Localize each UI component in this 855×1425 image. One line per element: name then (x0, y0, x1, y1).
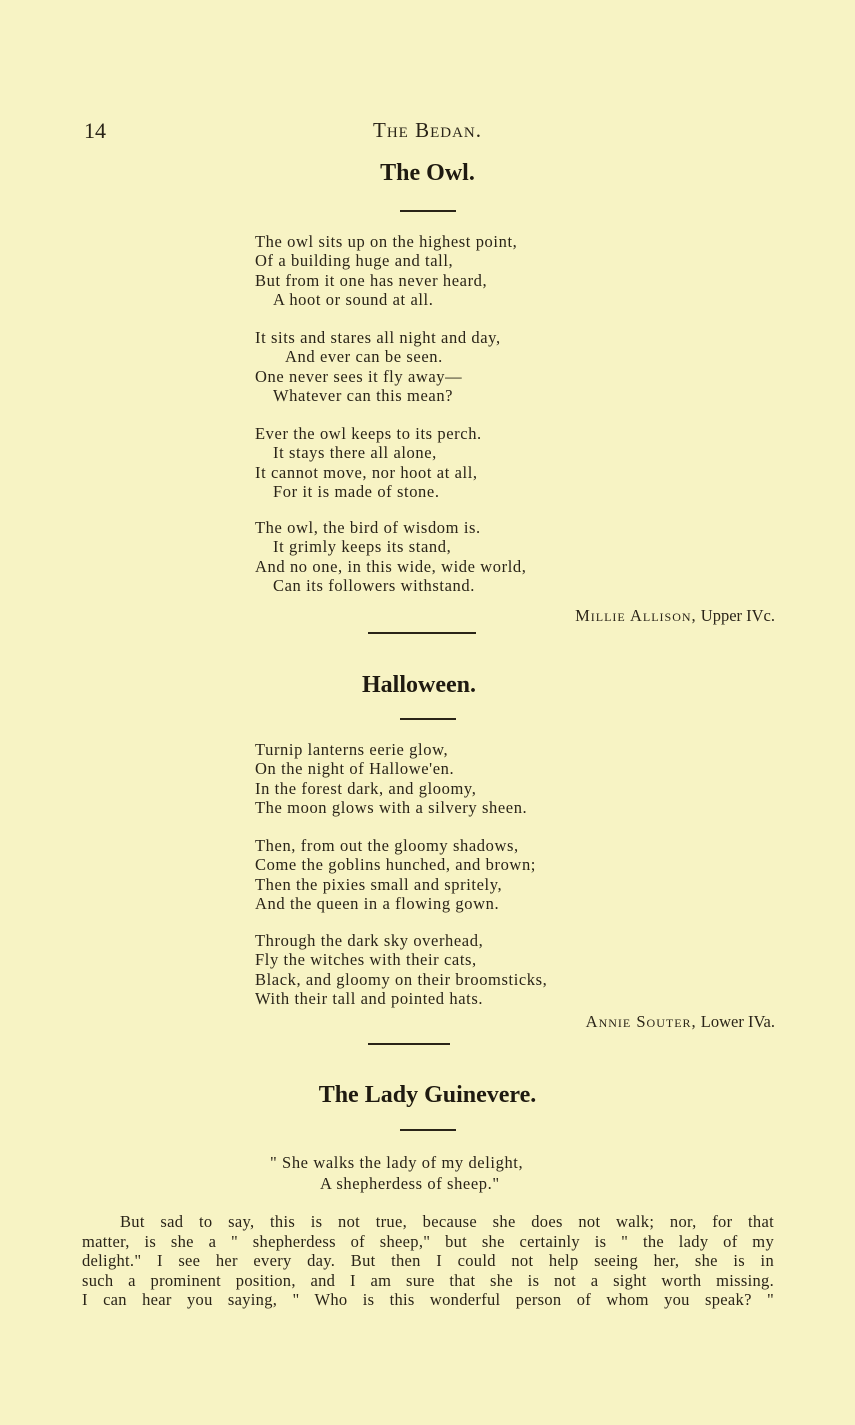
author-credit (575, 606, 775, 626)
author-form: Lower IVa. (700, 1012, 775, 1031)
stanza (255, 740, 527, 818)
epigraph (270, 1152, 523, 1194)
verse-line: And ever can be seen. (285, 347, 443, 367)
verse-line: Then, from out the gloomy shadows, (255, 836, 519, 855)
epigraph-line: A shepherdess of sheep." (320, 1174, 500, 1193)
verse-line: The owl, the bird of wisdom is. (255, 518, 481, 537)
verse-line: Can its followers withstand. (273, 576, 475, 596)
verse-line: On the night of Hallowe'en. (255, 759, 455, 779)
page-number: 14 (84, 118, 106, 143)
running-title: The Bedan. (373, 118, 482, 142)
stanza (255, 328, 501, 406)
essay-paragraph (82, 1212, 774, 1310)
verse-line: Through the dark sky overhead, (255, 931, 484, 950)
title-rule (400, 718, 456, 720)
verse-line: In the forest dark, and gloomy, (255, 778, 477, 798)
poem-title-halloween: Halloween. (362, 672, 476, 698)
verse-line: It stays there all alone, (273, 443, 437, 463)
verse-line: Whatever can this mean? (273, 386, 454, 406)
prose-line: But sad to say, this is not true, because she does not walk; nor, for that (120, 1212, 774, 1231)
verse-line: Then the pixies small and spritely, (255, 874, 503, 894)
verse-line: It cannot move, nor hoot at all, (255, 462, 478, 482)
author-form: Upper IVc. (700, 606, 775, 625)
verse-line: The moon glows with a silvery sheen. (255, 798, 528, 818)
section-divider (368, 1043, 450, 1045)
stanza (255, 424, 482, 502)
author-name: Millie Allison, (575, 606, 697, 625)
verse-line: It sits and stares all night and day, (255, 328, 501, 347)
poem-title-owl: The Owl. (380, 160, 475, 186)
verse-line: The owl sits up on the highest point, (255, 232, 518, 251)
epigraph-line: " She walks the lady of my delight, (270, 1153, 524, 1172)
verse-line: And the queen in a flowing gown. (255, 894, 500, 914)
verse-line: It grimly keeps its stand, (273, 537, 452, 557)
prose-line: such a prominent position, and I am sure that she is not a sight worth missing. (82, 1270, 774, 1290)
verse-line: One never sees it fly away— (255, 366, 463, 386)
stanza (255, 836, 536, 914)
verse-line: Come the goblins hunched, and brown; (255, 855, 536, 875)
stanza (255, 232, 517, 310)
prose-line: matter, is she a " shepherdess of sheep," but she certainly is " the lady of my (82, 1231, 774, 1251)
author-credit (586, 1012, 775, 1032)
title-rule (400, 210, 456, 212)
verse-line: A hoot or sound at all. (273, 290, 434, 310)
author-name: Annie Souter, (585, 1012, 697, 1031)
stanza (255, 518, 527, 596)
title-rule (400, 1129, 456, 1131)
stanza (255, 931, 547, 1009)
verse-line: Ever the owl keeps to its perch. (255, 424, 482, 443)
essay-title: The Lady Guinevere. (318, 1082, 537, 1108)
verse-line: And no one, in this wide, wide world, (255, 556, 527, 576)
verse-line: Of a building huge and tall, (255, 251, 454, 271)
section-divider (368, 632, 476, 634)
verse-line: Black, and gloomy on their broomsticks, (255, 969, 548, 989)
verse-line: But from it one has never heard, (255, 270, 488, 290)
verse-line: Fly the witches with their cats, (255, 950, 477, 970)
prose-line: I can hear you saying, " Who is this wonderful person of whom you speak? " (82, 1290, 774, 1310)
verse-line: With their tall and pointed hats. (255, 989, 484, 1009)
verse-line: For it is made of stone. (273, 482, 440, 502)
prose-line: delight." I see her every day. But then I could not help seeing her, she is in (82, 1251, 774, 1271)
verse-line: Turnip lanterns eerie glow, (255, 740, 449, 759)
